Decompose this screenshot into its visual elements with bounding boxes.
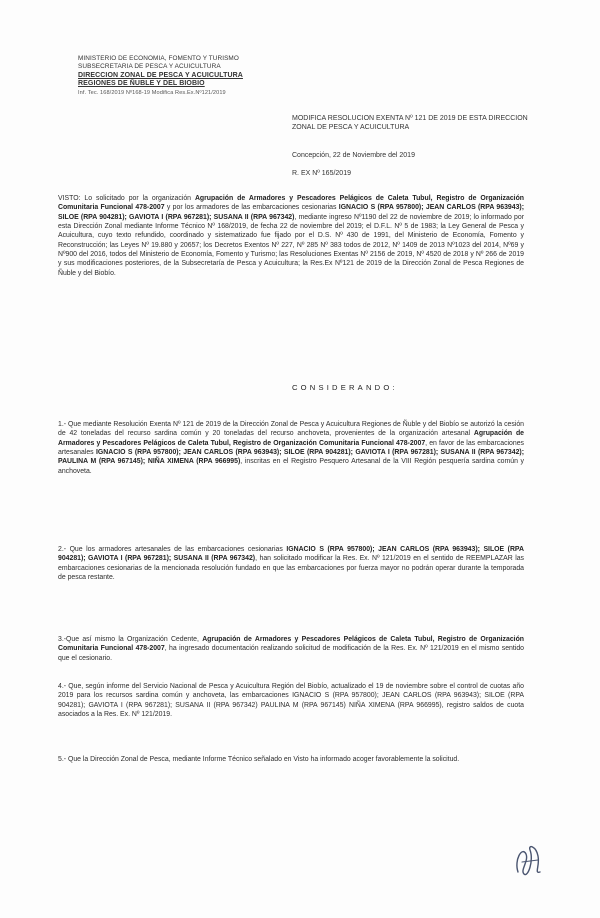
resolution-date: Concepción, 22 de Noviembre del 2019: [292, 152, 415, 159]
vessel-list: IGNACIO S (RPA 957800); JEAN CARLOS (RPA 963943); SILOE (RPA 904281); GAVIOTA I (RPA 967281); SUSANA II (RPA 967342); PAULINA M (RPA 967145); NIÑA XIMENA (RPA 966995): [58, 449, 525, 466]
considerando-3: 3.-Que así mismo la Organización Cedente, Agrupación de Armadores y Pescadores Pelágicos de Caleta Tubul, Registro de Organización Comunitaria Funcional 478-2007, ha ingresado documentación realizando solicitud de modificación de la Res. Ex. Nº 121/2019 en el mismo sentido que el cesionario.: [58, 636, 525, 662]
organization-name: Agrupación de Armadores y Pescadores Pelágicos de Caleta Tubul, Registro de Organización Comunitaria Funcional 478-2007: [58, 195, 524, 212]
reference-line: Inf. Tec. 168/2019 Nº168-19 Modifica Res.Ex.Nº121/2019: [78, 89, 226, 96]
institution-header: [78, 55, 308, 97]
resolution-number: R. EX Nº 165/2019: [292, 170, 351, 177]
organization-name: Agrupación de Armadores y Pescadores Pelágicos de Caleta Tubul, Registro de Organización Comunitaria Funcional 478-2007: [58, 430, 524, 447]
visto-paragraph: VISTO: Lo solicitado por la organización Agrupación de Armadores y Pescadores Pelágicos de Caleta Tubul, Registro de Organización Comunitaria Funcional 478-2007 y por los armadores de las embarcaciones cesionarias IGNACIO S (RPA 957800); JEAN CARLOS (RPA 963943); SILOE (RPA 904281); GAVIOTA I (RPA 967281); SUSANA II (RPA 967342), mediante ingreso Nº1190 del 22 de noviembre de 2019; lo informado por esta Dirección Zonal mediante Informe Técnico Nº 168/2019, de fecha 22 de noviembre del 2019; el D.F.L. Nº 5 de 1983; la Ley General de Pesca y Acuicultura, cuyo texto refundido, coordinado y sistematizado fue fijado por el D.S. Nº 430 de 1991, del Ministerio de Economía, Fomento y Reconstrucción; las Leyes Nº 19.880 y 20657; los Decretos Exentos Nº 227, Nº 285 Nº 383 todos de 2012, Nº 1409 de 2013 Nº1023 del 2014, Nº69 y Nº900 del 2016, todos del Ministerio de Economía, Fomento y Turismo; las Resoluciones Exentas Nº 2156 de 2019, Nº 4520 de 2018 y Nº 266 de 2019 y sus modificaciones posteriores, de la Subsecretaría de Pesca y Acuicultura; la Res.Ex Nº121 de 2019 de la Dirección Zonal de Pesca Regiones de Ñuble y del Biobío.: [58, 195, 524, 277]
vessel-list: IGNACIO S (RPA 957800); JEAN CARLOS (RPA 963943); SILOE (RPA 904281); GAVIOTA I (RPA 967281); SUSANA II (RPA 967342): [58, 204, 524, 221]
zonal-direction-line: DIRECCION ZONAL DE PESCA Y ACUICULTURA: [78, 71, 243, 79]
considerando-5: 5.- Que la Dirección Zonal de Pesca, mediante Informe Técnico señalado en Visto ha informado acoger favorablemente la solicitud.: [58, 756, 460, 763]
organization-name: Agrupación de Armadores y Pescadores Pelágicos de Caleta Tubul, Registro de Organización Comunitaria Funcional 478-2007: [58, 636, 525, 653]
considerando-2: 2.- Que los armadores artesanales de las embarcaciones cesionarias IGNACIO S (RPA 957800); JEAN CARLOS (RPA 963943); SILOE (RPA 904281); GAVIOTA I (RPA 967281); SUSANA II (RPA 967342), han solicitado modificar la Res. Ex. Nº 121/2019 en el sentido de REEMPLAZAR las embarcaciones cesionarias de la mencionada resolución fundado en que las embarcaciones por fuerza mayor no podrán operar durante la temporada de pesca restante.: [58, 546, 525, 582]
vessel-list: IGNACIO S (RPA 957800); JEAN CARLOS (RPA 963943); SILOE (RPA 904281); GAVIOTA I (RPA 967281); SUSANA II (RPA 967342): [58, 546, 524, 563]
considerando-heading: CONSIDERANDO:: [292, 383, 398, 392]
ministry-line: MINISTERIO DE ECONOMIA, FOMENTO Y TURISMO: [78, 55, 239, 62]
subsecretary-line: SUBSECRETARIA DE PESCA Y ACUICULTURA: [78, 63, 221, 71]
signature-mark: [508, 840, 548, 880]
considerando-1: 1.- Que mediante Resolución Exenta Nº 121 de 2019 de la Dirección Zonal de Pesca y Acuicultura Regiones de Ñuble y del Biobío se autorizó la cesión de 42 toneladas del recurso sardina común y 20 toneladas del recurso anchoveta, provenientes de la organización artesanal Agrupación de Armadores y Pescadores Pelágicos de Caleta Tubul, Registro de Organización Comunitaria Funcional 478-2007, en favor de las embarcaciones artesanales IGNACIO S (RPA 957800); JEAN CARLOS (RPA 963943); SILOE (RPA 904281); GAVIOTA I (RPA 967281); SUSANA II (RPA 967342); PAULINA M (RPA 967145); NIÑA XIMENA (RPA 966995), inscritas en el Registro Pesquero Artesanal de la VIII Región pesquería sardina común y anchoveta.: [58, 421, 525, 475]
considerando-4: 4.- Que, según informe del Servicio Nacional de Pesca y Acuicultura Región del Biobío, actualizado el 19 de noviembre sobre el control de cuotas año 2019 para los recursos sardina común y anchoveta, las embarcaciones IGNACIO S (RPA 957800); JEAN CARLOS (RPA 963943); SILOE (RPA 904281); GAVIOTA I (RPA 967281); SUSANA II (RPA 967342) PAULINA M (RPA 967145) NIÑA XIMENA (RPA 966995), registro saldos de cuota asociados a la Res. Ex. Nº 121/2019.: [58, 683, 524, 719]
resolution-subject: MODIFICA RESOLUCION EXENTA Nº 121 DE 2019 DE ESTA DIRECCION ZONAL DE PESCA Y ACUICULTURA: [292, 115, 528, 131]
regions-line: REGIONES DE ÑUBLE Y DEL BIOBIO: [78, 80, 205, 88]
